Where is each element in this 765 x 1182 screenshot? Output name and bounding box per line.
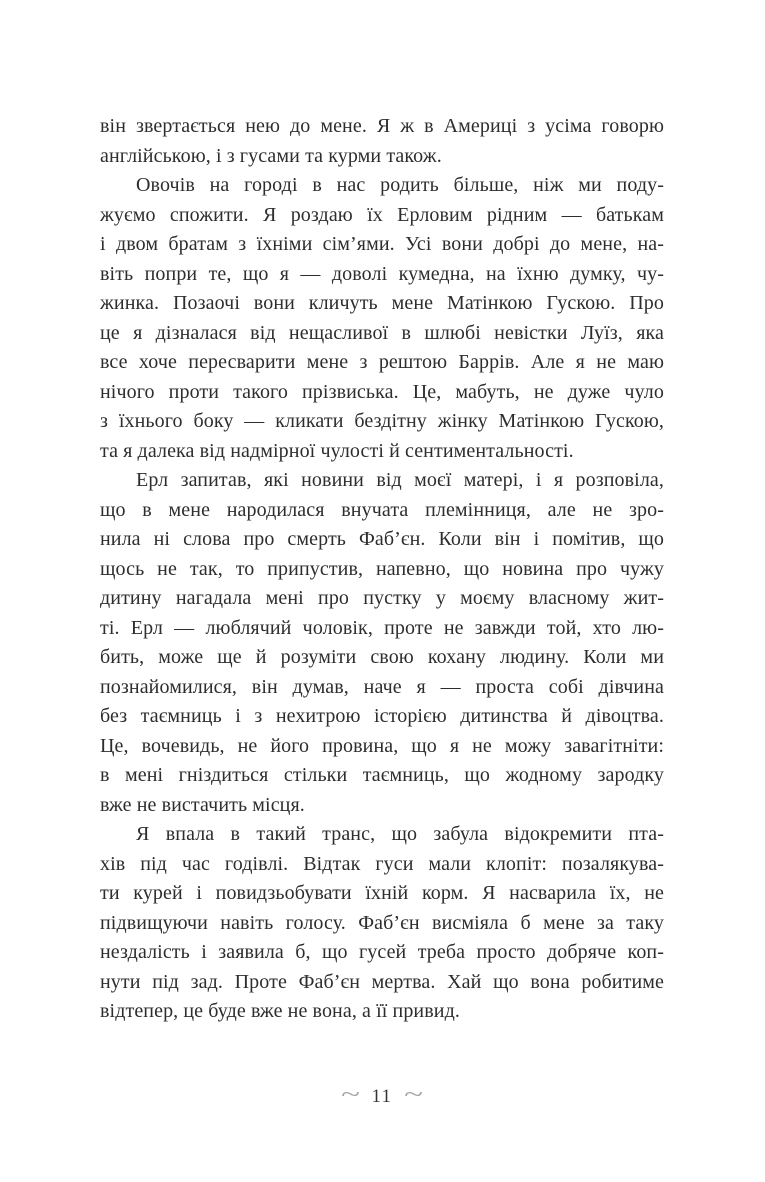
text-line: нути під зад. Проте Фаб’єн мертва. Хай що вона робитиме (100, 970, 664, 993)
text-line: відтепер, це буде вже не вона, а її привид. (100, 1000, 460, 1022)
text-line: без таємниць і з нехитрою історією дитинства й дівоцтва. (100, 705, 664, 727)
text-line: жинка. Позаочі вони кличуть мене Матінкою Гускою. Про (100, 292, 664, 314)
text-line: Овочів на городі в нас родить більше, ніж ми поду- (136, 174, 664, 196)
text-line: підвищуючи навіть голосу. Фаб’єн висміяла б мене за таку (100, 911, 664, 934)
text-line: вже не вистачить місця. (100, 793, 305, 816)
text-line: це я дізналася від нещасливої в шлюбі невістки Луїз, яка (100, 321, 664, 344)
text-line: з їхнього боку — кликати бездітну жінку Матінкою Гускою, (100, 410, 664, 432)
text-block (100, 112, 664, 1027)
text-line: Це, вочевидь, не його провина, що я не можу завагітніти: (100, 734, 664, 757)
page-footer (100, 1083, 664, 1111)
text-line: Ерл запитав, які новини від моєї матері, і я розповіла, (136, 469, 664, 491)
text-line: нездалість і заявила б, що гусей треба просто добряче коп- (100, 941, 664, 963)
text-line: жуємо спожити. Я роздаю їх Ерловим рідним — батькам (100, 203, 664, 226)
tilde-ornament-right: ~ (404, 1082, 424, 1108)
paragraph (100, 112, 664, 171)
tilde-ornament-left: ~ (340, 1082, 360, 1108)
text-line: ти курей і повидзьобувати їхній корм. Я насварила їх, не (100, 882, 664, 904)
text-line: англійською, і з гусами та курми також. (100, 144, 442, 167)
text-line: дитину нагадала мені про пустку у моєму власному жит- (100, 587, 664, 609)
paragraph (100, 171, 664, 466)
text-line: що в мене народилася внучата племінниця, але не зро- (100, 498, 664, 521)
text-line: Я впала в такий транс, що забула відокремити пта- (136, 823, 664, 845)
text-line: віть попри те, що я — доволі кумедна, на їхню думку, чу- (100, 262, 664, 285)
text-line: і двом братам з їхніми сім’ями. Усі вони добрі до мене, на- (100, 233, 664, 255)
text-line: нила ні слова про смерть Фаб’єн. Коли він і помітив, що (100, 528, 664, 550)
text-line: все хоче пересварити мене з рештою Баррів. Але я не маю (100, 351, 664, 373)
text-line: познайомилися, він думав, наче я — проста собі дівчина (100, 675, 664, 698)
text-line: щось не так, то припустив, напевно, що новина про чужу (100, 557, 664, 580)
text-line: ті. Ерл — люблячий чоловік, проте не завжди той, хто лю- (100, 616, 664, 639)
text-line: в мені гніздиться стільки таємниць, що жодному зародку (100, 764, 664, 786)
text-line: він звертається нею до мене. Я ж в Америці з усіма говорю (100, 115, 664, 137)
page-number: 11 (371, 1086, 393, 1107)
text-line: бить, може ще й розуміти свою кохану людину. Коли ми (100, 646, 664, 668)
paragraph (100, 820, 664, 1027)
text-line: нічого проти такого прізвиська. Це, мабуть, не дуже чуло (100, 380, 664, 403)
text-line: та я далека від надмірної чулості й сентиментальності. (100, 439, 574, 462)
text-line: хів під час годівлі. Відтак гуси мали клопіт: позалякува- (100, 852, 664, 875)
paragraph (100, 466, 664, 820)
